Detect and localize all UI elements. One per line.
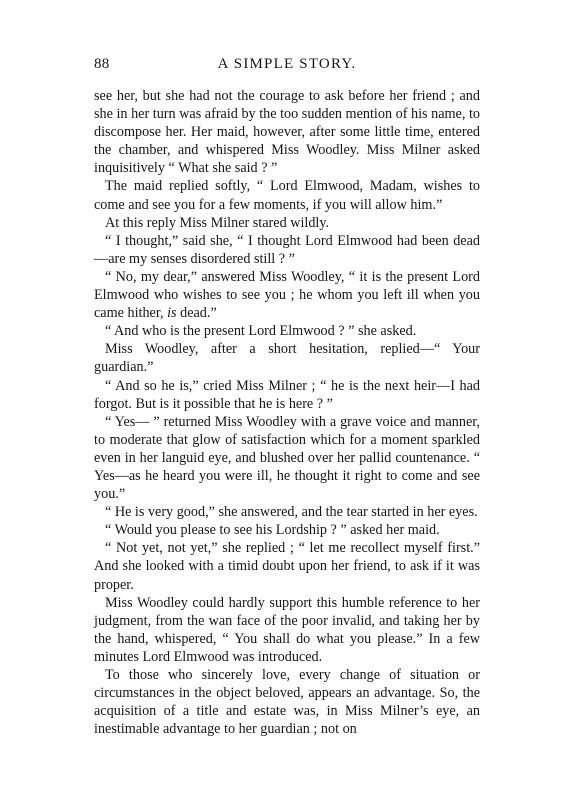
paragraph: Miss Woodley, after a short hesitation, replied—“ Your guardian.” [94, 341, 480, 376]
paragraph: “ And so he is,” cried Miss Milner ; “ he is the next heir—I had forgot. But is it possible that he is here ? ” [94, 377, 480, 412]
paragraph: “ I thought,” said she, “ I thought Lord Elmwood had been dead—are my senses disordered still ? ” [94, 232, 480, 267]
paragraph: “ Not yet, not yet,” she replied ; “ let me recollect myself first.” And she looked with a timid doubt upon her friend, to ask if it was proper. [94, 540, 480, 593]
paragraph: “ And who is the present Lord Elmwood ? ” she asked. [105, 323, 417, 340]
emphasis-text: is [167, 305, 177, 322]
paragraph: To those who sincerely love, every change of situation or circumstances in the object beloved, appears an advantage. So, the acquisition of a title and estate was, in Miss Milner’s eye, an inestimable advantage to her guardian ; not on [94, 667, 480, 738]
paragraph: “ He is very good,” she answered, and the tear started in her eyes. [105, 504, 478, 521]
paragraph: The maid replied softly, “ Lord Elmwood, Madam, wishes to come and see you for a few moments, if you will allow him.” [94, 178, 480, 213]
page-number: 88 [94, 56, 110, 72]
paragraph-text: dead.” [180, 305, 217, 322]
paragraph-text: “ No, my dear,” answered Miss Woodley, “ it is the present Lord Elmwood who wishes to see you ; he whom you left ill when you came hither, [94, 268, 480, 322]
paragraph: “ Would you please to see his Lordship ? ” asked her maid. [105, 522, 440, 539]
paragraph: Miss Woodley could hardly support this humble reference to her judgment, from the wan face of the poor invalid, and taking her by the hand, whispered, “ You shall do what you please.” In a few minutes Lord Elmwood was introduced. [94, 594, 480, 665]
paragraph: see her, but she had not the courage to ask before her friend ; and she in her turn was afraid by the too sudden mention of his name, to discompose her. Her maid, however, after some little time, entered the chamber, and whispered Miss Woodley. Miss Milner asked inquisitively “ What she said ? ” [94, 88, 480, 177]
paragraph: At this reply Miss Milner stared wildly. [105, 214, 330, 231]
body-text [94, 87, 480, 738]
running-title: A SIMPLE STORY. [217, 56, 357, 72]
running-header [94, 56, 480, 76]
paragraph [94, 268, 480, 322]
paragraph: “ Yes— ” returned Miss Woodley with a grave voice and manner, to moderate that glow of satisfaction which for a moment sparkled even in her languid eye, and blushed over her pallid countenance. “ Yes—as he heard you were ill, he thought it right to come and see you.” [94, 413, 480, 503]
